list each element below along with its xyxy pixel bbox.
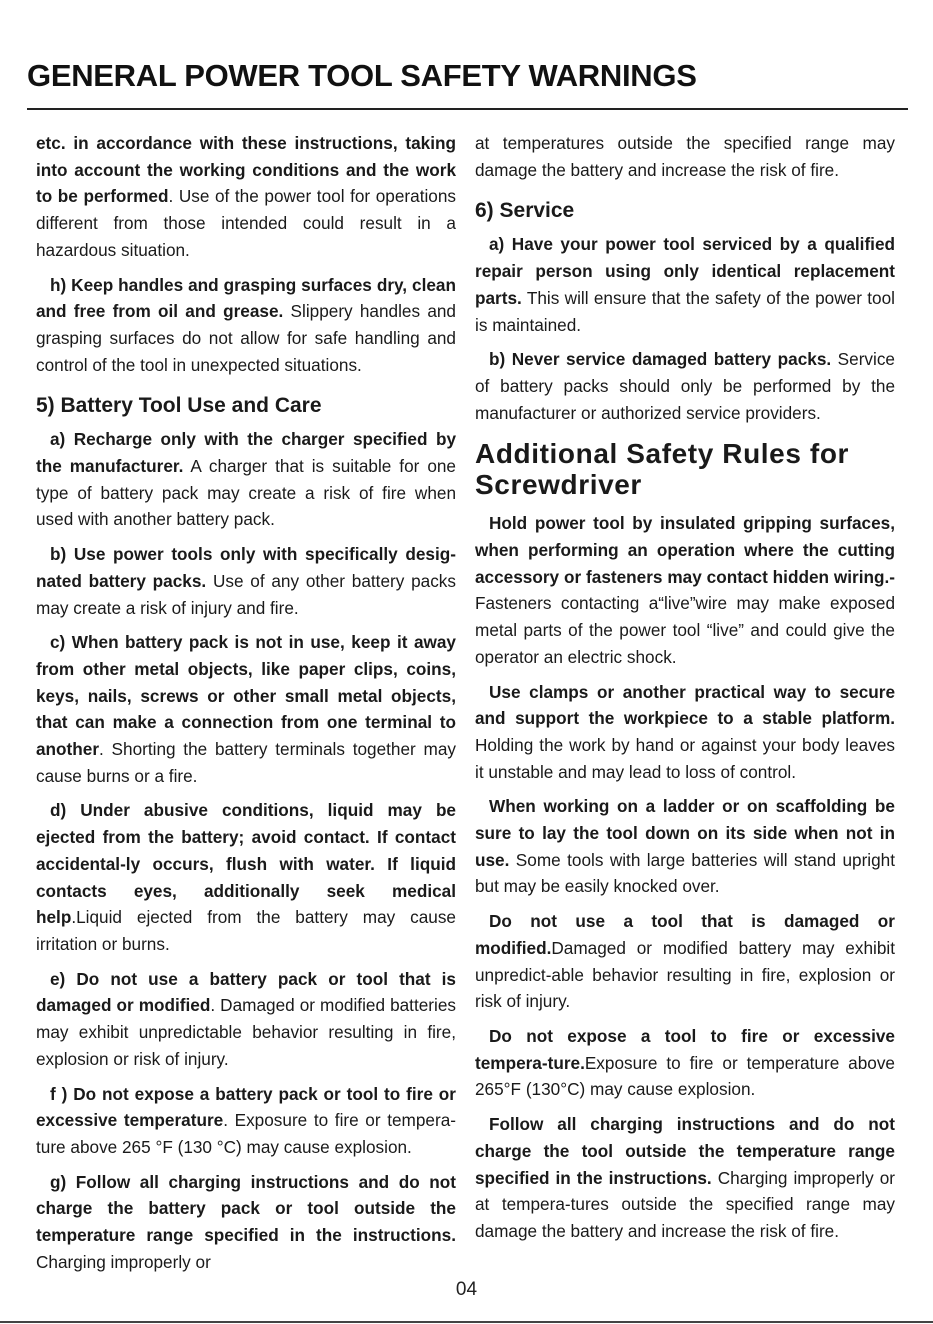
warning-bold-text: e) Do not use a battery pack or tool that is damaged or modified xyxy=(36,968,456,1016)
rule-ladder xyxy=(475,793,895,900)
warning-bold-text: g) Follow all charging instructions and do not charge the battery pack or tool outside the temperature range specified in the instructions. xyxy=(36,1171,456,1246)
warning-body-text: Charging improperly or xyxy=(36,1251,211,1272)
title-divider xyxy=(27,108,908,110)
warning-body-text: . Damaged or modified batteries may exhibit unpredictable behavior resulting in fire, explosion or risk of injury. xyxy=(36,995,456,1069)
warning-a xyxy=(36,426,456,533)
right-column xyxy=(475,130,895,1253)
warning-bold-text: d) Under abusive conditions, liquid may be ejected from the battery; avoid contact. If contact accidental-ly occurs, flush with water. If liquid contacts eyes, additionally seek medical help xyxy=(36,800,456,928)
warning-bold-text: Do not use a tool that is damaged or modified. xyxy=(475,911,895,958)
service-a xyxy=(475,231,895,338)
warning-body-text: . Use of the power tool for operations different from those intended could result in a hazardous situation. xyxy=(36,186,457,260)
warning-bold-text: When working on a ladder or on scaffolding be sure to lay the tool down on its side when not in use. xyxy=(475,796,895,870)
rule-insulated-grip xyxy=(475,510,895,670)
warning-body-text: Fasteners contacting a“live”wire may make exposed metal parts of the power tool “live” and could give the operator an electric shock. xyxy=(475,593,895,667)
warning-d xyxy=(36,797,456,957)
section-heading-battery: 5) Battery Tool Use and Care xyxy=(36,394,322,418)
section-heading-service: 6) Service xyxy=(475,199,575,223)
warning-bold-text: h) Keep handles and grasping surfaces dry, clean and free from oil and grease. xyxy=(36,274,456,322)
warning-body-text: .Liquid ejected from the battery may cause irritation or burns. xyxy=(36,907,456,954)
warning-body-text: Damaged or modified battery may exhibit unpredict-able behavior resulting in fire, explosion or risk of injury. xyxy=(475,937,895,1012)
warning-c xyxy=(36,629,456,789)
left-column xyxy=(36,130,456,1283)
paragraph-continued: at temperatures outside the specified range may damage the battery and increase the risk of fire. xyxy=(475,133,895,180)
warning-body-text: Service of battery packs should only be performed by the manufacturer or authorized service providers. xyxy=(475,349,895,423)
warning-body-text: Exposure to fire or temperature above 265°F (130°C) may cause explosion. xyxy=(475,1052,895,1100)
warning-bold-text: Use clamps or another practical way to secure and support the workpiece to a stable platform. xyxy=(475,681,895,729)
warning-e xyxy=(36,966,456,1073)
warning-body-text: . Shorting the battery terminals together may cause burns or a fire. xyxy=(36,739,456,786)
warning-body-text: Holding the work by hand or against your body leaves it unstable and may lead to loss of control. xyxy=(475,734,895,782)
bottom-divider xyxy=(0,1321,933,1323)
warning-bold-text: Hold power tool by insulated gripping surfaces, when performing an operation where the cutting accessory or fasteners may contact hidden wiring.- xyxy=(475,513,895,587)
page-title: GENERAL POWER TOOL SAFETY WARNINGS xyxy=(27,58,697,93)
warning-bold-text: etc. in accordance with these instructions, taking into account the working conditions and the work to be performed xyxy=(36,133,456,207)
paragraph-continued xyxy=(36,130,456,264)
warning-f xyxy=(36,1081,456,1161)
rule-clamps xyxy=(475,679,895,786)
warning-bold-text: Do not expose a tool to fire or excessive tempera-ture. xyxy=(475,1025,895,1073)
warning-bold-text: a) Have your power tool serviced by a qualified repair person using only identical replacement parts. xyxy=(475,234,895,308)
page-number: 04 xyxy=(455,1279,478,1300)
warning-body-text: Charging improperly or at tempera-tures outside the specified range may damage the battery and increase the risk of fire. xyxy=(475,1167,895,1241)
warning-body-text: Use of any other battery packs may create a risk of injury and fire. xyxy=(36,570,456,618)
warning-bold-text: b) Use power tools only with specifically desig-nated battery packs. xyxy=(36,544,456,591)
warning-bold-text: a) Recharge only with the charger specified by the manufacturer. xyxy=(36,429,456,477)
warning-body-text: This will ensure that the safety of the power tool is maintained. xyxy=(475,287,895,335)
rule-fire xyxy=(475,1023,895,1103)
warning-g xyxy=(36,1169,456,1276)
warning-body-text: Some tools with large batteries will stand upright but may be easily knocked over. xyxy=(475,849,895,897)
warning-body-text: A charger that is suitable for one type of battery pack may create a risk of fire when used with another battery pack. xyxy=(36,456,456,530)
rule-charging xyxy=(475,1111,895,1245)
rule-damaged-tool xyxy=(475,908,895,1015)
warning-b xyxy=(36,541,456,621)
warning-body-text: . Exposure to fire or tempera-ture above 265 °F (130 °C) may cause explosion. xyxy=(36,1110,456,1157)
warning-h xyxy=(36,272,456,379)
service-b xyxy=(475,346,895,426)
warning-bold-text: b) Never service damaged battery packs. xyxy=(489,349,832,370)
warning-bold-text: f ) Do not expose a battery pack or tool to fire or excessive temperature xyxy=(36,1083,456,1131)
warning-bold-text: Follow all charging instructions and do not charge the tool outside the temperature range specified in the instructions. xyxy=(475,1114,895,1188)
warning-body-text: Slippery handles and grasping surfaces do not allow for safe handling and control of the tool in unexpected situations. xyxy=(36,301,456,375)
additional-rules-heading: Additional Safety Rules for Screwdriver xyxy=(475,438,850,501)
warning-bold-text: c) When battery pack is not in use, keep it away from other metal objects, like paper clips, coins, keys, nails, screws or other small metal objects, that can make a connection from one terminal to another xyxy=(36,632,456,760)
